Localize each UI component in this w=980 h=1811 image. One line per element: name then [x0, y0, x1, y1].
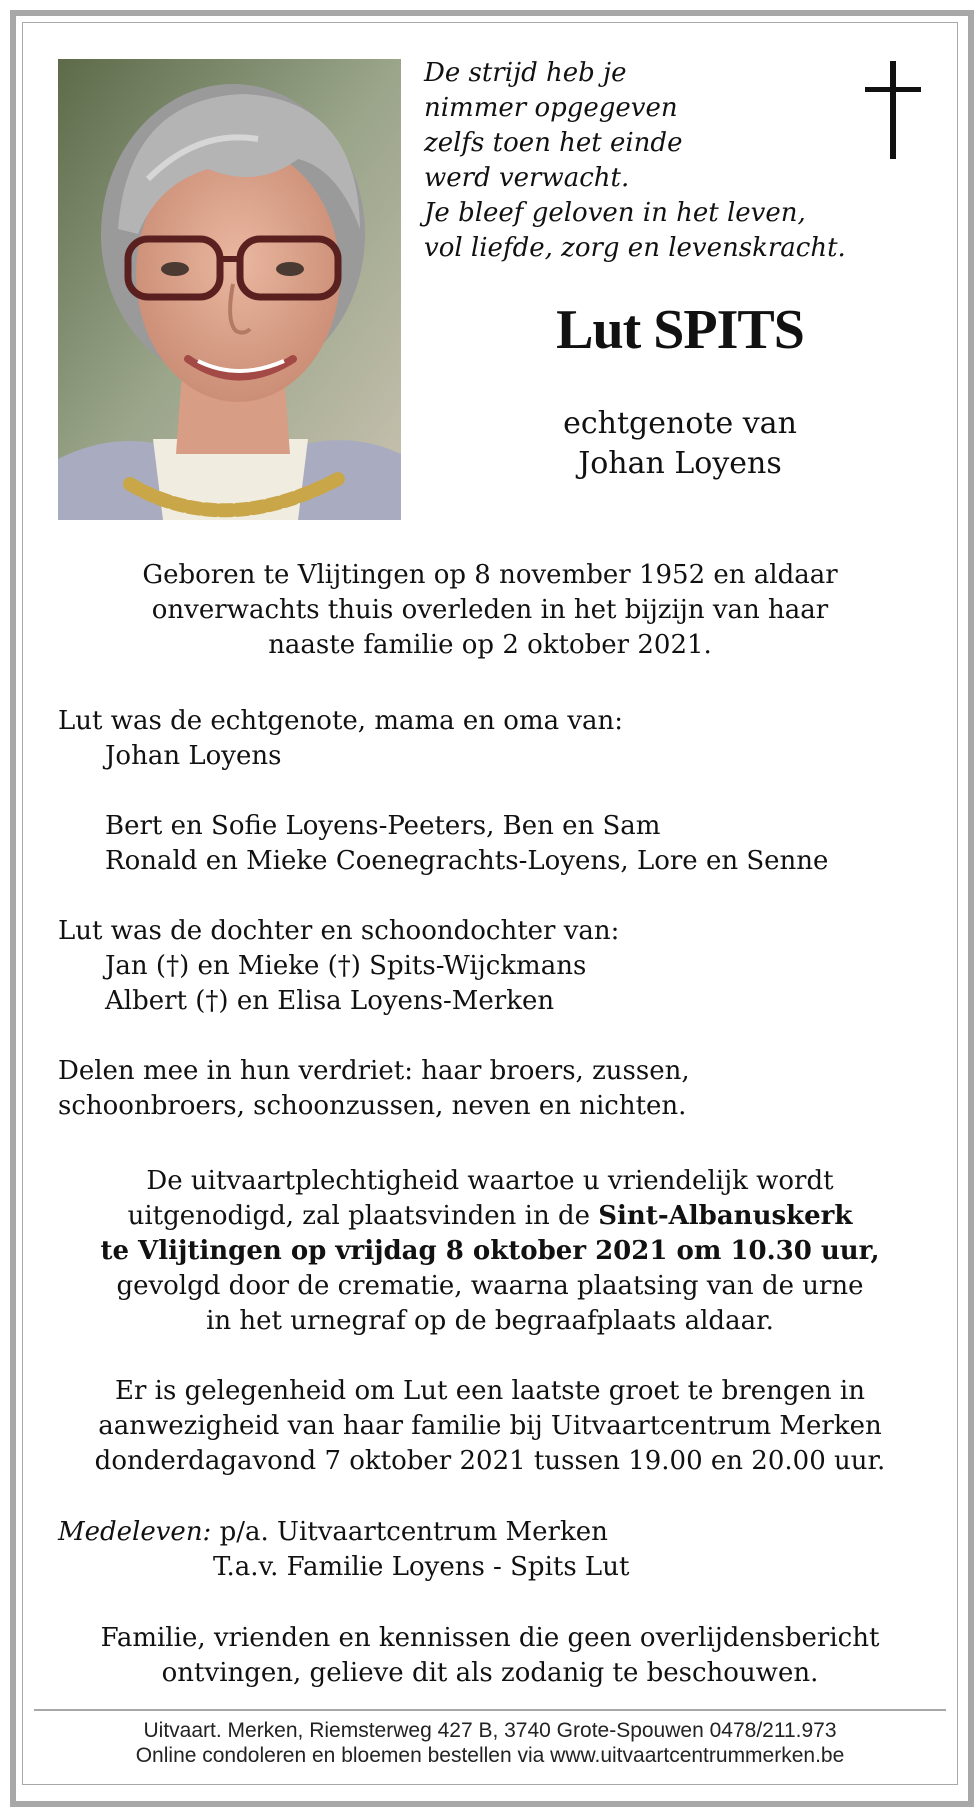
text-line: Familie, vrienden en kennissen die geen overlijdensbericht — [100, 1623, 880, 1653]
text-line: De uitvaartplechtigheid waartoe u vriendelijk wordt — [146, 1166, 834, 1196]
church-name: Sint-Albanuskerk — [598, 1201, 853, 1231]
section-heading: Lut was de dochter en schoondochter van: — [58, 916, 620, 946]
condolence-addressee: T.a.v. Familie Loyens - Spits Lut — [213, 1552, 630, 1582]
text-fragment: uitgenodigd, zal plaatsvinden in de — [127, 1201, 599, 1231]
footer-contact: Uitvaart. Merken, Riemsterweg 427 B, 3740 Grote-Spouwen 0478/211.973 — [143, 1719, 837, 1742]
text-line: Er is gelegenheid om Lut een laatste groet te brengen in — [115, 1376, 865, 1406]
poem-line: De strijd heb je — [424, 58, 627, 88]
relation-spouse-name: Johan Loyens — [578, 446, 782, 481]
family-member: Johan Loyens — [105, 741, 282, 771]
footer-website: Online condoleren en bloemen bestellen via www.uitvaartcentrummerken.be — [135, 1744, 845, 1767]
text-line: Delen mee in hun verdriet: haar broers, zussen, — [58, 1056, 690, 1086]
cross-icon — [865, 61, 921, 159]
funeral-date-time: te Vlijtingen op vrijdag 8 oktober 2021 om 10.30 uur, — [100, 1236, 880, 1266]
poem-line: Je bleef geloven in het leven, — [424, 198, 806, 228]
grief-section — [58, 1054, 938, 1124]
section-heading: Lut was de echtgenote, mama en oma van: — [58, 706, 624, 736]
poem-line: zelfs toen het einde — [424, 128, 683, 158]
relation-label: echtgenote van — [563, 406, 797, 441]
poem-line: nimmer opgegeven — [424, 93, 678, 123]
text-line — [58, 1515, 938, 1550]
text-line: Geboren te Vlijtingen op 8 november 1952 en aldaar — [142, 560, 838, 590]
notice-section — [58, 1621, 922, 1691]
text-line — [58, 1199, 922, 1234]
text-line: gevolgd door de crematie, waarna plaatsing van de urne — [116, 1271, 864, 1301]
portrait-photo — [58, 59, 401, 520]
family-parents-section — [58, 914, 938, 1019]
family-member: Bert en Sofie Loyens-Peeters, Ben en Sam — [105, 811, 661, 841]
family-spouse-section — [58, 704, 938, 879]
footer-divider — [34, 1709, 946, 1711]
family-member: Jan (†) en Mieke (†) Spits-Wijckmans — [105, 951, 587, 981]
text-line: in het urnegraf op de begraafplaats aldaar. — [206, 1306, 774, 1336]
poem — [424, 56, 864, 266]
text-line — [58, 1234, 922, 1269]
text-line: schoonbroers, schoonzussen, neven en nichten. — [58, 1091, 687, 1121]
text-line: donderdagavond 7 oktober 2021 tussen 19.00 en 20.00 uur. — [94, 1446, 886, 1476]
farewell-section — [58, 1374, 922, 1479]
birth-death-text — [58, 558, 922, 663]
poem-line: vol liefde, zorg en levenskracht. — [424, 233, 846, 263]
poem-line: werd verwacht. — [424, 163, 630, 193]
deceased-name: Lut SPITS — [556, 299, 804, 361]
text-line: aanwezigheid van haar familie bij Uitvaartcentrum Merken — [98, 1411, 882, 1441]
condolence-section — [58, 1515, 938, 1585]
funeral-section — [58, 1164, 922, 1339]
family-member: Albert (†) en Elisa Loyens-Merken — [105, 986, 555, 1016]
text-line: onverwachts thuis overleden in het bijzijn van haar — [151, 595, 829, 625]
spouse-relation — [440, 404, 920, 484]
text-line: naaste familie op 2 oktober 2021. — [268, 630, 712, 660]
text-line: ontvingen, gelieve dit als zodanig te beschouwen. — [161, 1658, 819, 1688]
condolence-address: p/a. Uitvaartcentrum Merken — [211, 1517, 608, 1547]
family-member: Ronald en Mieke Coenegrachts-Loyens, Lore en Senne — [105, 846, 829, 876]
condolence-label: Medeleven: — [58, 1517, 212, 1547]
footer — [34, 1718, 946, 1768]
